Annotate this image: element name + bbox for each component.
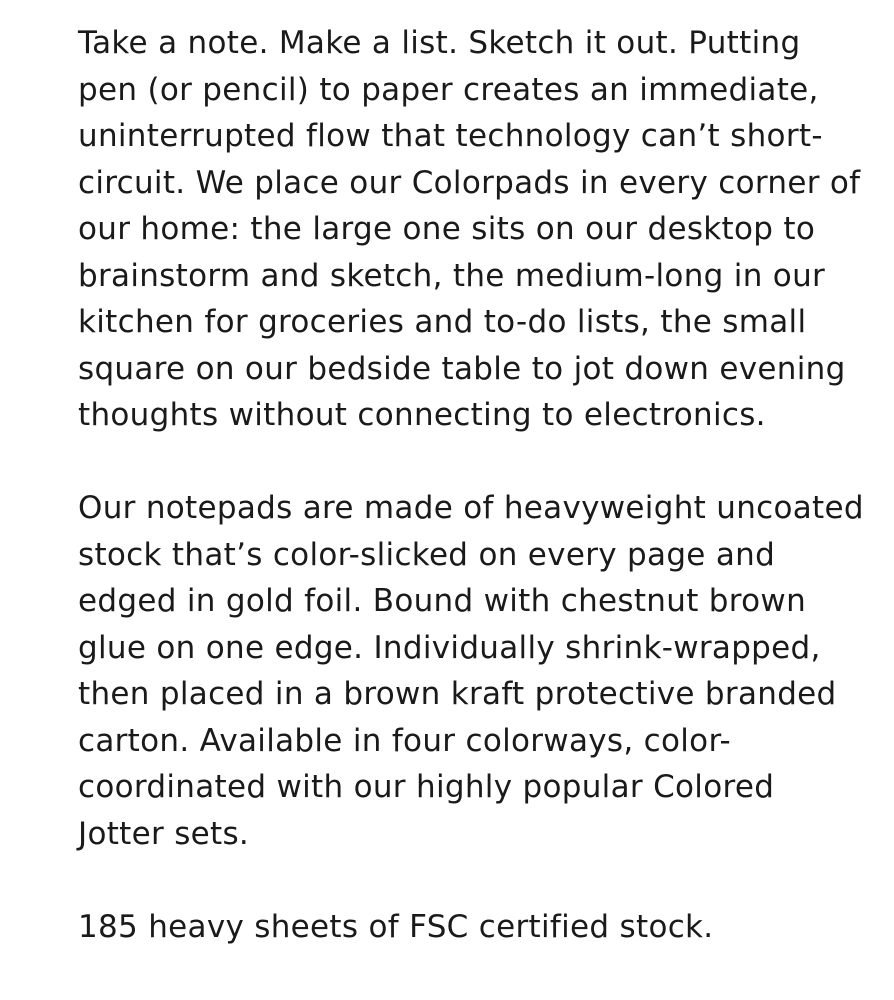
- text-line: edged in gold foil. Bound with chestnut brown: [78, 583, 807, 619]
- text-line: stock that’s color-slicked on every page and: [78, 536, 776, 573]
- text-line: Jotter sets.: [78, 815, 250, 852]
- text-line: thoughts without connecting to electronics.: [78, 397, 766, 433]
- text-line: circuit. We place our Colorpads in every corner of: [78, 164, 861, 201]
- text-line: coordinated with our highly popular Colored: [78, 769, 775, 805]
- text-line: Our notepads are made of heavyweight uncoated: [78, 490, 864, 526]
- text-line: brainstorm and sketch, the medium-long in our: [78, 257, 826, 294]
- description-paragraph-materials: [78, 485, 878, 857]
- description-paragraph-intro: [78, 20, 878, 439]
- text-line: then placed in a brown kraft protective branded: [78, 676, 837, 712]
- description-paragraph-sheets: [78, 904, 878, 951]
- text-line: glue on one edge. Individually shrink-wrapped,: [78, 629, 821, 666]
- text-line: Take a note. Make a list. Sketch it out. Putting: [78, 25, 801, 61]
- product-description: [78, 20, 878, 950]
- text-line: kitchen for groceries and to-do lists, the small: [78, 304, 807, 340]
- text-line: uninterrupted flow that technology can’t short-: [78, 118, 823, 154]
- text-line: square on our bedside table to jot down evening: [78, 350, 846, 387]
- text-line: our home: the large one sits on our desktop to: [78, 211, 816, 247]
- text-line: carton. Available in four colorways, color-: [78, 722, 732, 759]
- text-line: 185 heavy sheets of FSC certified stock.: [78, 908, 714, 945]
- text-line: pen (or pencil) to paper creates an immediate,: [78, 71, 819, 108]
